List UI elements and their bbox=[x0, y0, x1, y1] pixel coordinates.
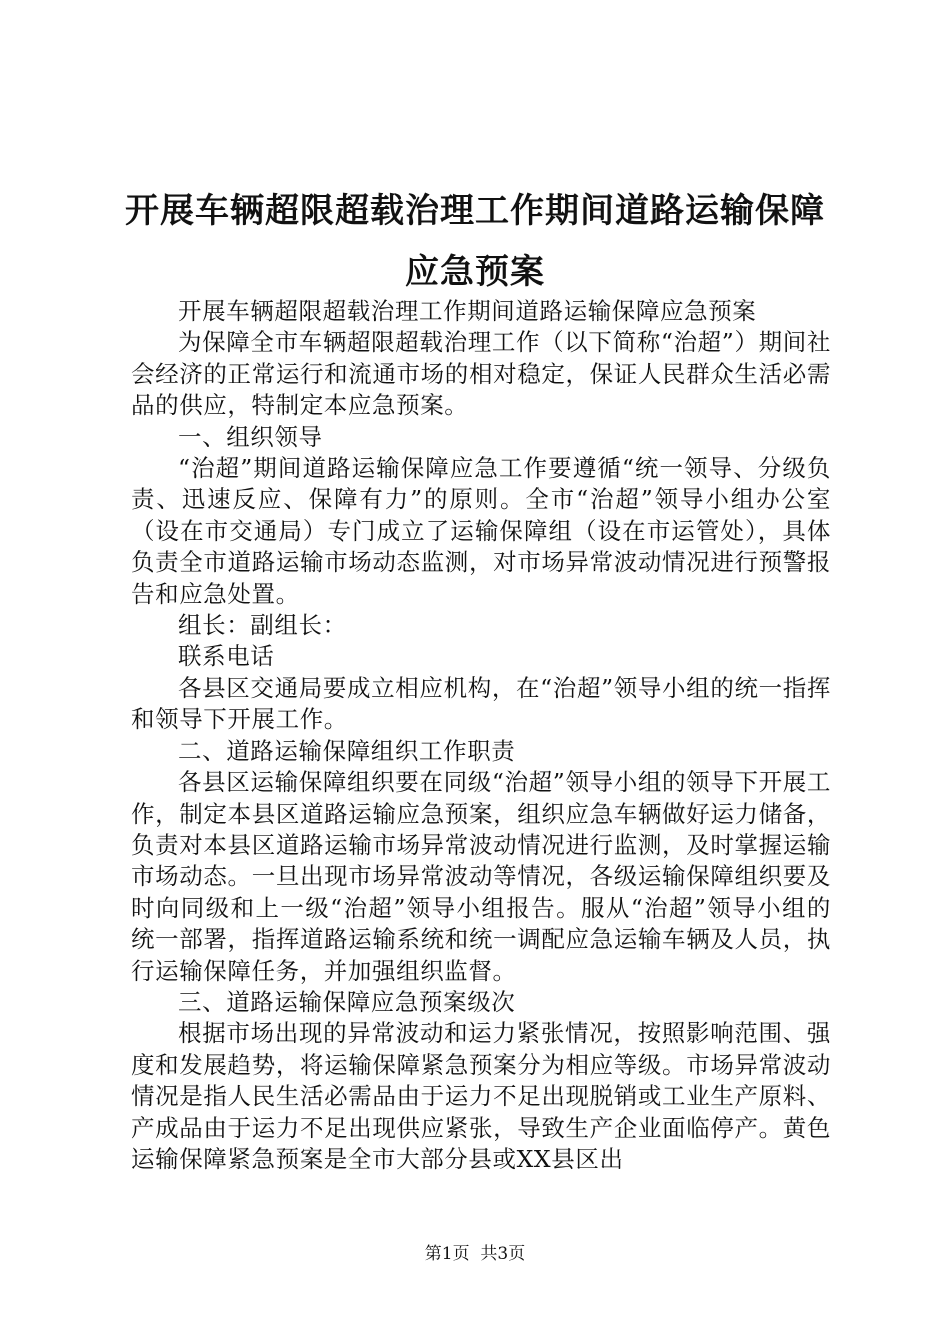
paragraph-levels: 根据市场出现的异常波动和运力紧张情况，按照影响范围、强度和发展趋势，将运输保障紧急预案分为相应等级。市场异常波动情况是指人民生活必需品由于运力不足出现脱销或工业生产原料、产成品由于运力不足出现供应紧张，导致生产企业面临停产。黄色运输保障紧急预案是全市大部分县或XX县区出 bbox=[131, 1019, 831, 1173]
document-title-line-2: 应急预案 bbox=[405, 252, 545, 292]
section-heading-organization: 一、组织领导 bbox=[178, 422, 323, 451]
page-number: 第1页 共3页 bbox=[424, 1244, 526, 1264]
section-heading-duties: 二、道路运输保障组织工作职责 bbox=[178, 736, 516, 765]
document-title-line-1: 开展车辆超限超载治理工作期间道路运输保障 bbox=[125, 191, 825, 231]
paragraph-leaders: 组长：副组长： bbox=[178, 611, 347, 640]
paragraph-organization: “治超”期间道路运输保障应急工作要遵循“统一领导、分级负责、迅速反应、保障有力”的原则。全市“治超”领导小组办公室（设在市交通局）专门成立了运输保障组（设在市运管处），具体负责全市道路运输市场动态监测，对市场异常波动情况进行预警报告和应急处置。 bbox=[131, 454, 831, 608]
page-footer bbox=[0, 1243, 950, 1265]
paragraph-county-bureaus: 各县区交通局要成立相应机构，在“治超”领导小组的统一指挥和领导下开展工作。 bbox=[131, 673, 831, 734]
paragraph-subtitle: 开展车辆超限超载治理工作期间道路运输保障应急预案 bbox=[178, 297, 757, 325]
paragraph-contact: 联系电话 bbox=[178, 642, 275, 671]
paragraph-intro: 为保障全市车辆超限超载治理工作（以下简称“治超”）期间社会经济的正常运行和流通市场的相对稳定，保证人民群众生活必需品的供应，特制定本应急预案。 bbox=[131, 328, 831, 420]
paragraph-duties: 各县区运输保障组织要在同级“治超”领导小组的领导下开展工作，制定本县区道路运输应急预案，组织应急车辆做好运力储备，负责对本县区道路运输市场异常波动情况进行监测，及时掌握运输市场动态。一旦出现市场异常波动等情况，各级运输保障组织要及时向同级和上一级“治超”领导小组报告。服从“治超”领导小组的统一部署，指挥道路运输系统和统一调配应急运输车辆及人员，执行运输保障任务，并加强组织监督。 bbox=[131, 768, 831, 985]
document-body bbox=[131, 296, 831, 1175]
section-heading-levels: 三、道路运输保障应急预案级次 bbox=[178, 987, 516, 1016]
